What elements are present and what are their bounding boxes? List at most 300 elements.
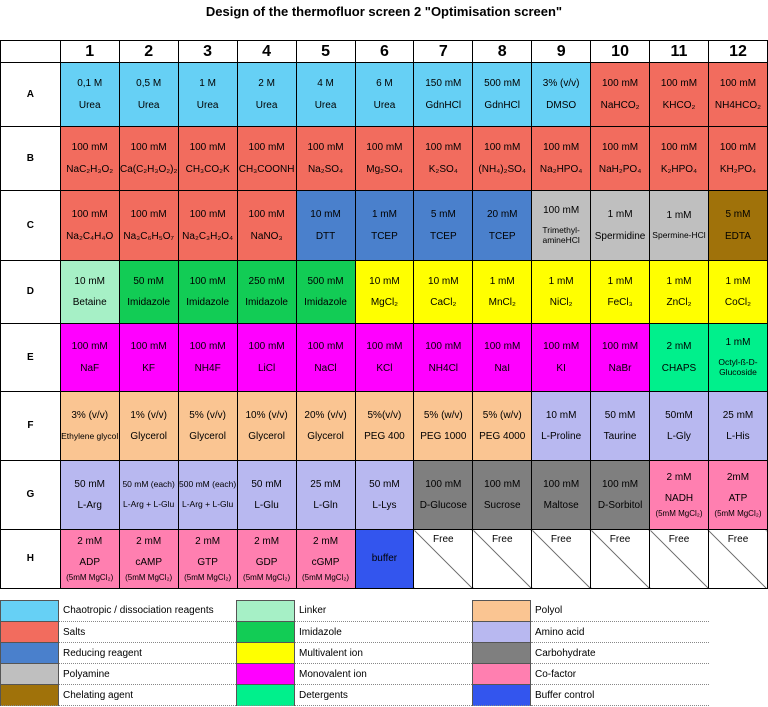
well-D9 — [532, 261, 591, 324]
well-G11 — [650, 461, 709, 530]
legend-label-amino: Amino acid — [531, 622, 709, 643]
well-concentration: 100 mM — [307, 142, 344, 153]
well-compound: FeCl₃ — [607, 297, 633, 308]
column-header-11: 11 — [650, 41, 709, 63]
well-compound: Imidazole — [245, 297, 288, 308]
well-compound: Maltose — [543, 500, 579, 511]
well-D4 — [237, 261, 296, 324]
well-concentration: 25 mM — [310, 478, 341, 490]
well-compound: D-Glucose — [419, 500, 467, 511]
column-header-4: 4 — [237, 41, 296, 63]
well-compound: ATP — [728, 493, 748, 505]
well-concentration: 6 M — [376, 78, 393, 89]
well-compound: NH4HCO₂ — [714, 99, 762, 111]
well-concentration: 500 mM (each) — [179, 479, 237, 490]
well-E11 — [650, 324, 709, 392]
well-compound: L-His — [726, 431, 750, 442]
well-concentration: 1 mM — [607, 209, 633, 220]
well-concentration: 10 mM — [310, 209, 341, 220]
well-concentration: 100 mM — [602, 78, 639, 89]
well-compound: TCEP — [429, 230, 457, 242]
well-compound: TCEP — [371, 230, 398, 242]
legend-label-chaotropic: Chaotropic / dissociation reagents — [59, 601, 237, 622]
well-H3 — [178, 530, 237, 589]
legend-label-linker: Linker — [295, 601, 473, 622]
well-concentration: 1 mM — [489, 275, 515, 287]
well-compound: Free — [491, 534, 513, 545]
well-C3 — [178, 191, 237, 261]
well-compound: NaC₂H₃O₂ — [66, 163, 114, 175]
page-title: Design of the thermofluor screen 2 "Optimisation screen" — [205, 4, 563, 19]
row-header-H: H — [1, 530, 61, 589]
well-concentration: 1 mM — [666, 275, 692, 287]
well-A3 — [178, 63, 237, 127]
legend-label-monovalent: Monovalent ion — [295, 664, 473, 685]
well-E1 — [60, 324, 119, 392]
well-compound: LiCl — [257, 362, 276, 374]
well-concentration: 2 mM — [136, 535, 162, 547]
well-concentration: 50 mM — [133, 275, 164, 287]
well-concentration: 50 mM — [369, 478, 400, 490]
well-concentration: 2mM — [726, 471, 750, 483]
spreadsheet-gridlines — [0, 24, 768, 41]
corner-cell — [1, 41, 61, 63]
well-compound: MgCl₂ — [370, 297, 399, 308]
well-concentration: 2 M — [258, 78, 275, 89]
well-A1 — [60, 63, 119, 127]
legend-row — [1, 643, 709, 664]
well-D6 — [355, 261, 414, 324]
well-concentration: 20 mM — [486, 209, 518, 220]
well-concentration: 100 mM — [425, 478, 462, 490]
well-concentration: 100 mM — [71, 341, 108, 352]
column-header-row — [1, 41, 768, 63]
well-compound: Na₂C₄H₄O — [66, 230, 114, 242]
well-A8 — [473, 63, 532, 127]
well-F4 — [237, 392, 296, 461]
well-C10 — [591, 191, 650, 261]
well-compound: (NH₄)₂SO₄ — [478, 163, 527, 175]
well-G1 — [60, 461, 119, 530]
well-G12 — [708, 461, 767, 530]
well-C9 — [532, 191, 591, 261]
legend-swatch-chaotropic — [1, 601, 59, 622]
well-compound: L-Arg — [77, 500, 102, 511]
well-compound: Betaine — [72, 297, 107, 308]
well-compound: KHCO₂ — [662, 99, 696, 111]
well-compound: Glycerol — [130, 431, 167, 442]
well-concentration: 100 mM — [425, 142, 462, 153]
legend-label-cofactor: Co-factor — [531, 664, 709, 685]
well-concentration: 5% (v/v) — [189, 409, 226, 421]
legend-label-carbohydrate: Carbohydrate — [531, 643, 709, 664]
legend-swatch-cofactor — [473, 664, 531, 685]
well-concentration: 0,1 M — [77, 78, 103, 89]
well-F10 — [591, 392, 650, 461]
legend-swatch-imidazole — [237, 622, 295, 643]
well-note: (5mM MgCl₂) — [714, 508, 762, 518]
legend-swatch-polyol — [473, 601, 531, 622]
well-concentration: 150 mM — [425, 78, 462, 89]
well-compound: Taurine — [603, 431, 637, 442]
well-H7 — [414, 530, 473, 589]
legend-swatch-amino — [473, 622, 531, 643]
well-compound: Spermidine — [594, 230, 646, 242]
well-concentration: 4 M — [317, 78, 334, 89]
well-E12 — [708, 324, 767, 392]
well-compound: CoCl₂ — [724, 297, 752, 308]
well-B2 — [119, 127, 178, 191]
well-concentration: 100 mM — [189, 209, 226, 220]
well-compound: Urea — [255, 99, 278, 111]
well-concentration: 100 mM — [425, 341, 462, 352]
well-E2 — [119, 324, 178, 392]
well-G2 — [119, 461, 178, 530]
well-concentration: 5 mM — [430, 209, 456, 220]
well-E7 — [414, 324, 473, 392]
well-compound: GdnHCl — [484, 99, 520, 111]
well-compound: buffer — [371, 553, 398, 565]
column-header-12: 12 — [708, 41, 767, 63]
well-concentration: 1 mM — [548, 275, 574, 287]
well-concentration: 2 mM — [666, 341, 692, 352]
well-compound: PEG 1000 — [420, 431, 467, 442]
well-concentration: 2 mM — [254, 535, 280, 547]
well-concentration: 20% (v/v) — [304, 409, 347, 421]
well-compound: NH4F — [194, 362, 221, 374]
well-compound: Na₂C₃H₂O₄ — [182, 230, 234, 242]
well-F9 — [532, 392, 591, 461]
well-concentration: 100 mM — [660, 142, 698, 153]
well-D7 — [414, 261, 473, 324]
well-concentration: 3% (v/v) — [71, 410, 109, 422]
well-F7 — [414, 392, 473, 461]
well-E6 — [355, 324, 414, 392]
well-compound: PEG 400 — [364, 431, 405, 442]
well-B10 — [591, 127, 650, 191]
well-concentration: 5% (w/v) — [482, 409, 522, 421]
well-compound: NaCl — [314, 362, 337, 374]
well-compound: MnCl₂ — [488, 297, 516, 308]
well-compound: Free — [433, 534, 454, 545]
well-note: (5mM MgCl₂) — [125, 572, 173, 582]
well-C2 — [119, 191, 178, 261]
column-header-5: 5 — [296, 41, 355, 63]
well-concentration: 50 mM — [604, 409, 636, 421]
column-header-3: 3 — [178, 41, 237, 63]
row-header-C: C — [1, 191, 61, 261]
well-note: (5mM MgCl₂) — [655, 508, 703, 518]
well-D1 — [60, 261, 119, 324]
well-B11 — [650, 127, 709, 191]
well-compound: Urea — [196, 99, 219, 111]
well-concentration: 100 mM — [602, 478, 639, 490]
well-concentration: 100 mM — [71, 209, 108, 220]
well-compound: L-Gly — [667, 431, 691, 442]
well-concentration: 100 mM — [660, 78, 698, 89]
legend-label-reducing: Reducing reagent — [59, 643, 237, 664]
well-G7 — [414, 461, 473, 530]
well-concentration: 100 mM — [189, 275, 226, 287]
well-H2 — [119, 530, 178, 589]
well-C8 — [473, 191, 532, 261]
well-compound: Urea — [373, 99, 396, 111]
well-concentration: 250 mM — [248, 275, 285, 287]
well-H12 — [708, 530, 767, 589]
well-concentration: 100 mM — [484, 478, 521, 490]
plate-grid — [0, 40, 768, 589]
column-header-6: 6 — [355, 41, 414, 63]
well-compound: Glycerol — [248, 431, 285, 442]
row-header-G: G — [1, 461, 61, 530]
well-B9 — [532, 127, 591, 191]
well-concentration: 1% (v/v) — [130, 409, 167, 421]
well-F1 — [60, 392, 119, 461]
well-concentration: 100 mM — [602, 142, 639, 153]
well-compound: Octyl-ß-D-Glucoside — [718, 357, 758, 378]
legend-label-detergents: Detergents — [295, 685, 473, 706]
well-concentration: 5% (w/v) — [423, 409, 463, 421]
row-header-A: A — [1, 63, 61, 127]
column-header-7: 7 — [414, 41, 473, 63]
well-concentration: 10 mM — [545, 409, 577, 421]
well-concentration: 3% (v/v) — [542, 78, 580, 89]
well-concentration: 25 mM — [722, 409, 754, 421]
well-compound: Imidazole — [127, 297, 171, 308]
well-compound: Free — [727, 534, 749, 545]
legend-swatch-carbohydrate — [473, 643, 531, 664]
well-compound: L-Proline — [541, 431, 582, 442]
well-concentration: 100 mM — [719, 142, 757, 153]
well-compound: Na₂HPO₄ — [539, 163, 583, 175]
well-compound: NH4Cl — [428, 362, 459, 374]
legend-label-polyol: Polyol — [531, 601, 709, 622]
well-compound: Spermine-HCl — [652, 230, 706, 241]
well-concentration: 1 mM — [607, 275, 633, 287]
well-A11 — [650, 63, 709, 127]
well-D5 — [296, 261, 355, 324]
legend-label-salts: Salts — [59, 622, 237, 643]
well-concentration: 2 mM — [195, 535, 221, 547]
well-compound: CaCl₂ — [430, 297, 457, 308]
well-F12 — [708, 392, 767, 461]
well-compound: GTP — [197, 557, 218, 569]
well-compound: Ca(C₂H₃O₂)₂ — [119, 163, 178, 175]
well-D8 — [473, 261, 532, 324]
well-concentration: 1 mM — [725, 336, 751, 348]
legend-row — [1, 622, 709, 643]
well-compound: NaH₂PO₄ — [598, 163, 642, 175]
well-concentration: 100 mM — [130, 341, 167, 352]
plate-row-D — [1, 261, 768, 324]
well-A6 — [355, 63, 414, 127]
well-F2 — [119, 392, 178, 461]
well-G5 — [296, 461, 355, 530]
well-H9 — [532, 530, 591, 589]
well-concentration: 2 mM — [313, 535, 339, 547]
well-H6 — [355, 530, 414, 589]
well-compound: GDP — [255, 557, 278, 569]
row-header-E: E — [1, 324, 61, 392]
legend-label-polyamine: Polyamine — [59, 664, 237, 685]
legend-swatch-salts — [1, 622, 59, 643]
well-F3 — [178, 392, 237, 461]
well-compound: Free — [668, 534, 690, 545]
row-header-D: D — [1, 261, 61, 324]
well-note: (5mM MgCl₂) — [301, 572, 350, 582]
well-concentration: 50 mM — [74, 478, 105, 490]
well-H5 — [296, 530, 355, 589]
well-B8 — [473, 127, 532, 191]
well-compound: Free — [550, 534, 572, 545]
well-concentration: 100 mM — [71, 142, 108, 153]
well-A9 — [532, 63, 591, 127]
well-compound: ADP — [79, 557, 100, 569]
well-concentration: 2 mM — [77, 535, 103, 547]
well-note: (5mM MgCl₂) — [243, 572, 291, 582]
well-concentration: 10 mM — [74, 275, 105, 287]
well-compound: KI — [556, 362, 566, 374]
well-compound: NaHCO₂ — [600, 99, 640, 111]
well-concentration: 100 mM — [484, 142, 521, 153]
well-compound: NaI — [494, 362, 510, 374]
legend-label-chelating: Chelating agent — [59, 685, 237, 706]
well-compound: Glycerol — [189, 431, 226, 442]
legend-row — [1, 601, 709, 622]
plate-row-C — [1, 191, 768, 261]
plate-row-E — [1, 324, 768, 392]
well-compound: cGMP — [311, 557, 340, 569]
well-C6 — [355, 191, 414, 261]
well-D3 — [178, 261, 237, 324]
legend-swatch-detergents — [237, 685, 295, 706]
well-B7 — [414, 127, 473, 191]
legend-row — [1, 685, 709, 706]
well-concentration: 1 mM — [725, 275, 751, 287]
well-compound: NaNO₃ — [250, 230, 283, 242]
well-compound: GdnHCl — [425, 99, 462, 111]
well-G3 — [178, 461, 237, 530]
well-H10 — [591, 530, 650, 589]
well-G6 — [355, 461, 414, 530]
well-compound: DTT — [315, 230, 336, 242]
legend-label-buffer: Buffer control — [531, 685, 709, 706]
legend-swatch-linker — [237, 601, 295, 622]
well-concentration: 100 mM — [484, 341, 521, 352]
well-concentration: 100 mM — [189, 142, 226, 153]
well-concentration: 100 mM — [602, 341, 639, 352]
legend — [0, 600, 709, 706]
well-concentration: 100 mM — [189, 341, 226, 352]
well-concentration: 100 mM — [719, 78, 757, 89]
well-compound: Ethylene glycol — [61, 430, 119, 441]
plate-row-G — [1, 461, 768, 530]
well-compound: K₂HPO₄ — [660, 163, 698, 175]
well-E8 — [473, 324, 532, 392]
well-note: (5mM MgCl₂) — [66, 572, 114, 582]
well-compound: TCEP — [488, 230, 516, 242]
well-compound: L-Lys — [372, 500, 397, 511]
well-C4 — [237, 191, 296, 261]
well-concentration: 100 mM — [543, 204, 580, 216]
well-compound: Na₃C₆H₅O₇ — [123, 230, 174, 242]
well-concentration: 100 mM — [543, 142, 580, 153]
well-compound: DMSO — [546, 99, 577, 111]
well-compound: CH₃COONH — [238, 163, 295, 175]
row-header-F: F — [1, 392, 61, 461]
plate-row-F — [1, 392, 768, 461]
column-header-2: 2 — [119, 41, 178, 63]
well-F11 — [650, 392, 709, 461]
well-concentration: 10 mM — [369, 275, 400, 287]
well-concentration: 10 mM — [428, 275, 459, 287]
well-concentration: 10% (v/v) — [245, 409, 288, 421]
well-concentration: 5%(v/v) — [367, 409, 402, 421]
well-E3 — [178, 324, 237, 392]
well-C12 — [708, 191, 767, 261]
well-compound: CHAPS — [661, 362, 697, 374]
well-concentration: 100 mM — [248, 142, 285, 153]
well-D11 — [650, 261, 709, 324]
well-compound: EDTA — [725, 230, 751, 242]
well-A2 — [119, 63, 178, 127]
well-compound: Sucrose — [483, 500, 521, 511]
well-compound: Urea — [137, 99, 160, 111]
plate-row-H — [1, 530, 768, 589]
well-compound: Imidazole — [186, 297, 230, 308]
legend-label-multivalent: Multivalent ion — [295, 643, 473, 664]
well-compound: KF — [142, 362, 156, 374]
well-compound: NiCl₂ — [549, 297, 573, 308]
column-header-1: 1 — [60, 41, 119, 63]
well-compound: KCl — [376, 362, 393, 374]
legend-swatch-reducing — [1, 643, 59, 664]
legend-swatch-monovalent — [237, 664, 295, 685]
well-H4 — [237, 530, 296, 589]
legend-swatch-chelating — [1, 685, 59, 706]
legend-label-imidazole: Imidazole — [295, 622, 473, 643]
well-C7 — [414, 191, 473, 261]
well-compound: L-Arg + L-Glu — [182, 499, 234, 509]
well-H11 — [650, 530, 709, 589]
well-concentration: 2 mM — [666, 471, 692, 483]
well-concentration: 5 mM — [725, 209, 751, 220]
well-concentration: 500 mM — [307, 275, 344, 287]
well-B4 — [237, 127, 296, 191]
well-G10 — [591, 461, 650, 530]
well-compound: Imidazole — [304, 297, 347, 308]
well-concentration: 50 mM (each) — [122, 479, 175, 490]
well-concentration: 100 mM — [543, 341, 580, 352]
well-compound: cAMP — [135, 557, 162, 569]
well-C5 — [296, 191, 355, 261]
well-compound: L-Arg + L-Glu — [123, 499, 175, 509]
well-concentration: 1 M — [199, 78, 216, 89]
well-concentration: 100 mM — [543, 478, 580, 490]
well-compound: Mg₂SO₄ — [366, 163, 403, 175]
well-compound: KH₂PO₄ — [719, 163, 757, 175]
well-concentration: 0,5 M — [136, 78, 162, 89]
well-compound: PEG 4000 — [479, 431, 526, 442]
well-compound: Trimethyl-amineHCl — [542, 225, 580, 246]
legend-row — [1, 664, 709, 685]
well-compound: Free — [609, 534, 631, 545]
well-A7 — [414, 63, 473, 127]
well-compound: Glycerol — [307, 431, 344, 442]
well-concentration: 50mM — [665, 409, 693, 421]
well-compound: Urea — [78, 99, 101, 111]
well-B1 — [60, 127, 119, 191]
